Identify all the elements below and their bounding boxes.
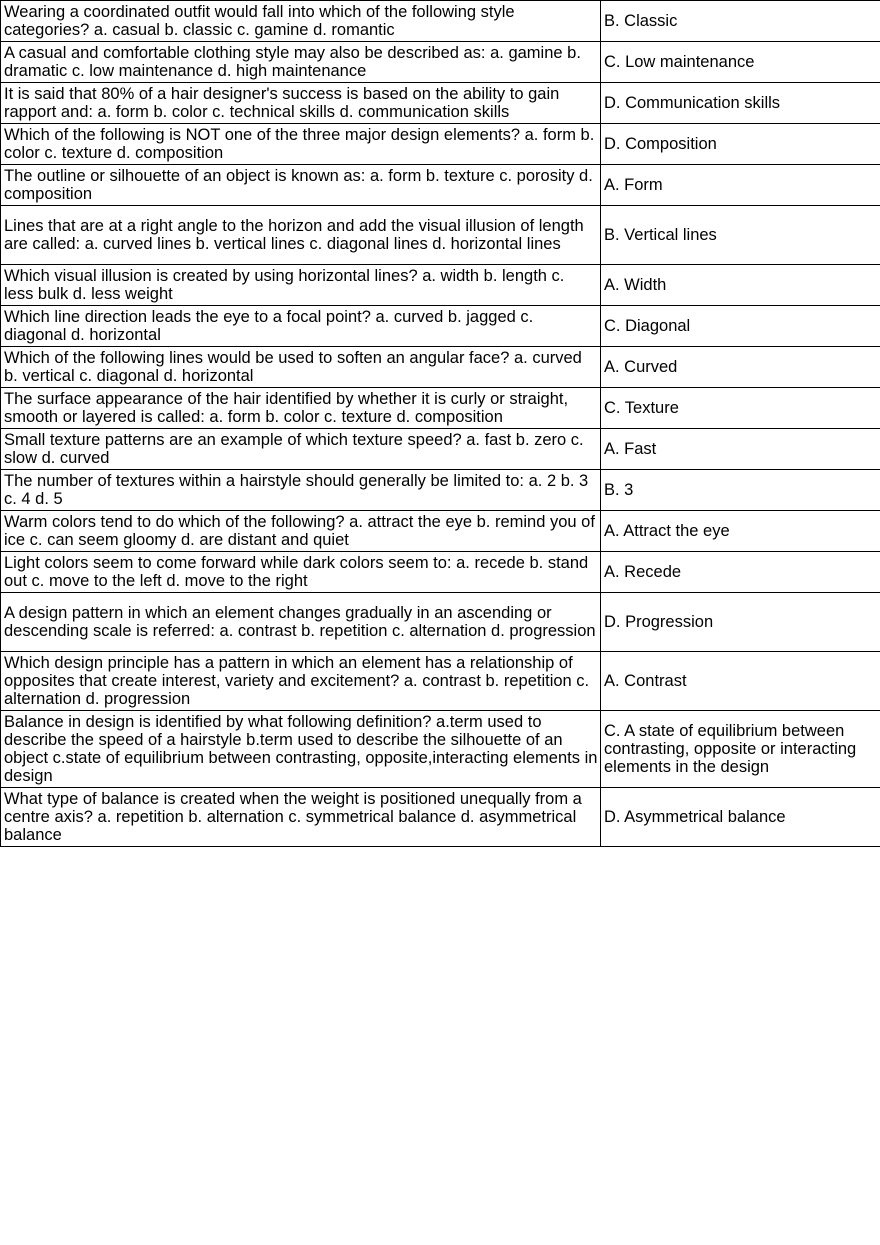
question-cell: Wearing a coordinated outfit would fall into which of the following style categories? a. casual b. classic c. gamine d. romantic [1,1,601,42]
answer-cell: C. Low maintenance [601,42,880,83]
question-cell: What type of balance is created when the weight is positioned unequally from a centre axis? a. repetition b. alternation c. symmetrical balance d. asymmetrical balance [1,788,601,847]
answer-cell: B. Vertical lines [601,206,880,265]
answer-cell: A. Form [601,165,880,206]
table-row [1,124,880,165]
table-row [1,306,880,347]
table-row [1,1,880,42]
table-row [1,347,880,388]
answer-cell: D. Communication skills [601,83,880,124]
table-row [1,593,880,652]
question-cell: Warm colors tend to do which of the following? a. attract the eye b. remind you of ice c. can seem gloomy d. are distant and quiet [1,511,601,552]
table-row [1,429,880,470]
answer-cell: A. Contrast [601,652,880,711]
question-cell: Which of the following lines would be used to soften an angular face? a. curved b. vertical c. diagonal d. horizontal [1,347,601,388]
question-cell: The outline or silhouette of an object is known as: a. form b. texture c. porosity d. composition [1,165,601,206]
answer-cell: D. Asymmetrical balance [601,788,880,847]
question-cell: The number of textures within a hairstyle should generally be limited to: a. 2 b. 3 c. 4 d. 5 [1,470,601,511]
table-row [1,552,880,593]
table-row [1,206,880,265]
answer-cell: C. Texture [601,388,880,429]
table-row [1,711,880,788]
question-cell: A design pattern in which an element changes gradually in an ascending or descending scale is referred: a. contrast b. repetition c. alternation d. progression [1,593,601,652]
question-cell: Lines that are at a right angle to the horizon and add the visual illusion of length are called: a. curved lines b. vertical lines c. diagonal lines d. horizontal lines [1,206,601,265]
answer-cell: C. Diagonal [601,306,880,347]
answer-cell: B. Classic [601,1,880,42]
table-row [1,165,880,206]
table-row [1,42,880,83]
table-row [1,83,880,124]
answer-cell: A. Width [601,265,880,306]
table-row [1,388,880,429]
answer-cell: D. Composition [601,124,880,165]
question-cell: A casual and comfortable clothing style may also be described as: a. gamine b. dramatic c. low maintenance d. high maintenance [1,42,601,83]
table-row [1,511,880,552]
answer-cell: C. A state of equilibrium between contrasting, opposite or interacting elements in the design [601,711,880,788]
answer-cell: A. Attract the eye [601,511,880,552]
table-row [1,652,880,711]
question-cell: Which visual illusion is created by using horizontal lines? a. width b. length c. less bulk d. less weight [1,265,601,306]
question-cell: Small texture patterns are an example of which texture speed? a. fast b. zero c. slow d. curved [1,429,601,470]
answer-cell: A. Recede [601,552,880,593]
question-cell: Balance in design is identified by what following definition? a.term used to describe the speed of a hairstyle b.term used to describe the silhouette of an object c.state of equilibrium between contrasting, opposite,interacting elements in design [1,711,601,788]
answer-cell: A. Fast [601,429,880,470]
question-cell: It is said that 80% of a hair designer's success is based on the ability to gain rapport and: a. form b. color c. technical skills d. communication skills [1,83,601,124]
table-row [1,788,880,847]
table-row [1,265,880,306]
question-cell: The surface appearance of the hair identified by whether it is curly or straight, smooth or layered is called: a. form b. color c. texture d. composition [1,388,601,429]
question-cell: Which design principle has a pattern in which an element has a relationship of opposites that create interest, variety and excitement? a. contrast b. repetition c. alternation d. progression [1,652,601,711]
question-cell: Light colors seem to come forward while dark colors seem to: a. recede b. stand out c. move to the left d. move to the right [1,552,601,593]
answer-cell: A. Curved [601,347,880,388]
question-cell: Which of the following is NOT one of the three major design elements? a. form b. color c. texture d. composition [1,124,601,165]
answer-cell: D. Progression [601,593,880,652]
table-row [1,470,880,511]
question-cell: Which line direction leads the eye to a focal point? a. curved b. jagged c. diagonal d. horizontal [1,306,601,347]
answer-cell: B. 3 [601,470,880,511]
